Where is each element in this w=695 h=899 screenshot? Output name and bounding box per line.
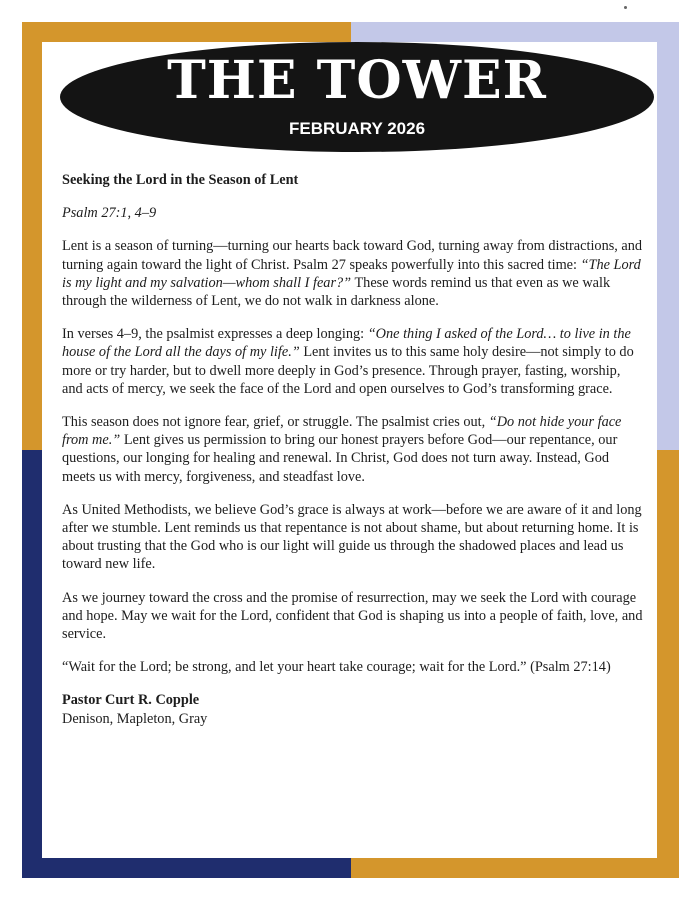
newsletter-title: THE TOWER [167, 50, 547, 111]
scripture-reference: Psalm 27:1, 4–9 [62, 205, 157, 222]
paragraph-2 [62, 325, 644, 398]
article-body [62, 171, 644, 728]
paragraph-2-text-a: In verses 4–9, the psalmist expresses a deep longing: [62, 326, 368, 343]
paragraph-3 [62, 413, 644, 486]
scan-speck [624, 6, 627, 9]
paragraph-2-text-b: Lent invites us to this same holy desire—not simply to do more or try harder, but to dwell more deeply in God’s presence. Through prayer, fasting, worship, and acts of mercy, we seek the face of the Lord and open ourselves to God’s transforming grace. [62, 344, 634, 397]
signature-name: Pastor Curt R. Copple [62, 692, 200, 709]
paragraph-1 [62, 237, 644, 310]
paragraph-3-text-b: Lent gives us permission to bring our honest prayers before God—our repentance, our questions, our longing for healing and renewal. In Christ, God does not turn away. Instead, God meets us with mercy, forgiveness, and steadfast love. [62, 432, 618, 485]
paragraph-1-text-b: These words remind us that even as we walk through the wilderness of Lent, we do not walk in darkness alone. [62, 274, 611, 310]
signature-churches: Denison, Mapleton, Gray [62, 710, 208, 727]
paragraph-3-text-a: This season does not ignore fear, grief, or struggle. The psalmist cries out, [62, 414, 489, 431]
article-heading: Seeking the Lord in the Season of Lent [62, 172, 299, 188]
closing-verse: “Wait for the Lord; be strong, and let your heart take courage; wait for the Lord.” (Psalm 27:14) [62, 659, 611, 676]
paragraph-2-quote: “One thing I asked of the Lord… to live in the house of the Lord all the days of my life.” [62, 326, 631, 361]
paragraph-5: As we journey toward the cross and the promise of resurrection, may we seek the Lord with courage and hope. May we wait for the Lord, confident that God is shaping us into a people of faith, love, and service. [62, 589, 643, 643]
paragraph-1-quote: “The Lord is my light and my salvation—whom shall I fear?” [62, 256, 641, 291]
paragraph-3-quote: “Do not hide your face from me.” [62, 414, 622, 449]
paragraph-1-text-a: Lent is a season of turning—turning our hearts back toward God, turning away from distractions, and turning again toward the light of Christ. Psalm 27 speaks powerfully into this sacred time: [62, 238, 643, 273]
issue-date: FEBRUARY 2026 [288, 119, 426, 138]
paragraph-4: As United Methodists, we believe God’s grace is always at work—before we are aware of it and long after we stumble. Lent reminds us that repentance is not about shame, but about returning home. It is about trusting that the God who is our light will guide us through the shadowed places and lead us toward new life. [62, 501, 642, 573]
